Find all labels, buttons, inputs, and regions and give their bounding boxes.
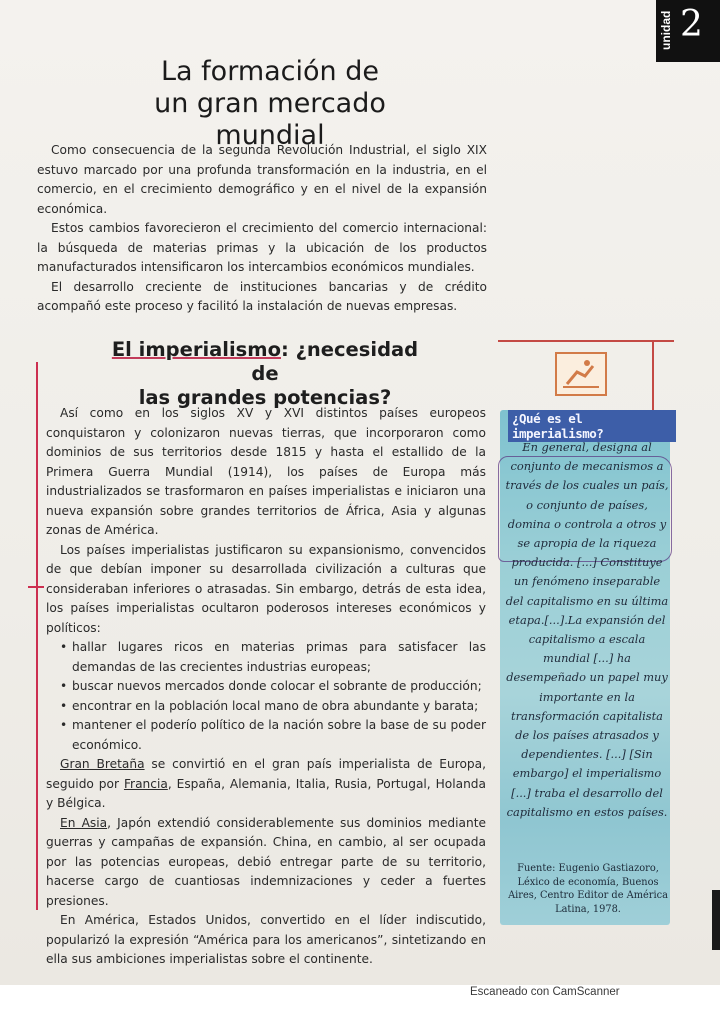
intro-paragraph: Como consecuencia de la segunda Revolución Industrial, el siglo XIX estuvo marcado por una profunda transformación en la industria, en el comercio, en el crecimiento demográfico y en el nivel de la expansión económica. bbox=[37, 143, 487, 216]
title-line-2: un gran mercado mundial bbox=[154, 88, 386, 151]
sidebar-heading: ¿Qué es el imperialismo? bbox=[508, 410, 676, 442]
scanner-watermark: Escaneado con CamScanner bbox=[470, 986, 620, 998]
sidebar-source: Fuente: Eugenio Gastiazoro, Léxico de economía, Buenos Aires, Centro Editor de América Latina, 1978. bbox=[508, 863, 668, 915]
intro-paragraph: El desarrollo creciente de instituciones bancarias y de crédito acompañó este proceso y facilitó la instalación de nuevas empresas. bbox=[37, 279, 487, 313]
paragraph-text: se convirtió en el gran país imperialista de Europa, seguido por bbox=[46, 757, 486, 791]
list-item: • encontrar en la población local mano de obra abundante y barata; bbox=[66, 697, 486, 717]
list-item: • buscar nuevos mercados donde colocar el sobrante de producción; bbox=[66, 677, 486, 697]
list-item: • mantener el poderío político de la nación sobre la base de su poder económico. bbox=[66, 716, 486, 755]
paragraph-text: , Japón extendió considerablemente sus dominios mediante guerras y campañas de expansión. China, en cambio, al ser ocupada por las potencias europeas, debió entregar parte de su territorio, hacerse cargo de cuantiosas indemnizaciones y ceder a fuertes presiones. bbox=[46, 815, 487, 908]
running-figure-icon bbox=[557, 354, 605, 394]
intro-text bbox=[37, 141, 487, 317]
sidebar-figure-icon bbox=[555, 352, 607, 396]
interest-list bbox=[46, 638, 486, 755]
section-title-line2: las grandes potencias? bbox=[138, 386, 392, 409]
body-text bbox=[46, 404, 486, 970]
list-item: • hallar lugares ricos en materias primas para satisfacer las demandas de las crecientes industrias europeas; bbox=[66, 638, 486, 677]
section-title-rest: : ¿necesidad de bbox=[251, 338, 419, 385]
margin-annotation-arrow bbox=[28, 586, 44, 588]
section-title-keyword: El imperialismo bbox=[111, 338, 281, 361]
body-paragraph: Así como en los siglos XV y XVI distintos países europeos conquistaron y colonizaron nuevas tierras, que incorporaron como dominios de sus territorios desde 1815 y hasta el estallido de la Primera Guerra Mundial (1914), los países de Europa más industrializados se trasformaron en países imperialistas e iniciaron una nueva expansión sobre grandes territorios de África, Asia y algunas zonas de América. bbox=[46, 406, 486, 537]
sidebar-frame-edge bbox=[652, 340, 654, 410]
body-paragraph bbox=[46, 755, 486, 814]
paragraph-text: , España, Alemania, Italia, Rusia, Portugal, Holanda y Bélgica. bbox=[46, 776, 486, 810]
page-edge bbox=[712, 890, 720, 950]
body-paragraph bbox=[46, 814, 486, 912]
unit-number: 2 bbox=[680, 4, 703, 45]
sidebar-quote: En general, designa al conjunto de mecanismos a través de los cuales un país, o conjunto de países, domina o controla a otros y se apropia de la riqueza producida. [...] Constituye un fenómeno inseparable del capitalismo en su última etapa.[...].La expansión del capitalismo a escala mundial [...] ha desempeñado un papel muy importante en la transformación capitalista de los países atrasados y dependientes. [...] [Sin embargo] el imperialismo [...] traba el desarrollo del capitalismo en estos países. bbox=[505, 440, 669, 819]
section-title bbox=[100, 338, 430, 410]
underlined-term: Gran Bretaña bbox=[60, 757, 145, 771]
underlined-term: En Asia bbox=[60, 815, 108, 830]
unit-label: unidad bbox=[659, 10, 673, 50]
body-paragraph: En América, Estados Unidos, convertido en el líder indiscutido, popularizó la expresión “América para los americanos”, sintetizando en ella sus ambiciones imperialistas sobre el continente. bbox=[46, 913, 486, 966]
intro-paragraph: Estos cambios favorecieron el crecimiento del comercio internacional: la búsqueda de materias primas y la ubicación de los productos manufacturados intensificaron los intercambios económicos mundiales. bbox=[37, 221, 487, 274]
underlined-term: Francia bbox=[123, 776, 168, 791]
margin-annotation-line bbox=[36, 362, 38, 910]
sidebar-frame-line bbox=[498, 340, 674, 342]
page-title bbox=[100, 56, 440, 152]
body-paragraph: Los países imperialistas justificaron su expansionismo, convencidos de que debían imponer su desarrollada civilización a culturas que consideraban inferiores o atrasadas. Sin embargo, detrás de esta idea, los países imperialistas ocultaron poderosos intereses económicos y políticos: bbox=[46, 542, 486, 635]
title-line-1: La formación de bbox=[161, 56, 379, 87]
